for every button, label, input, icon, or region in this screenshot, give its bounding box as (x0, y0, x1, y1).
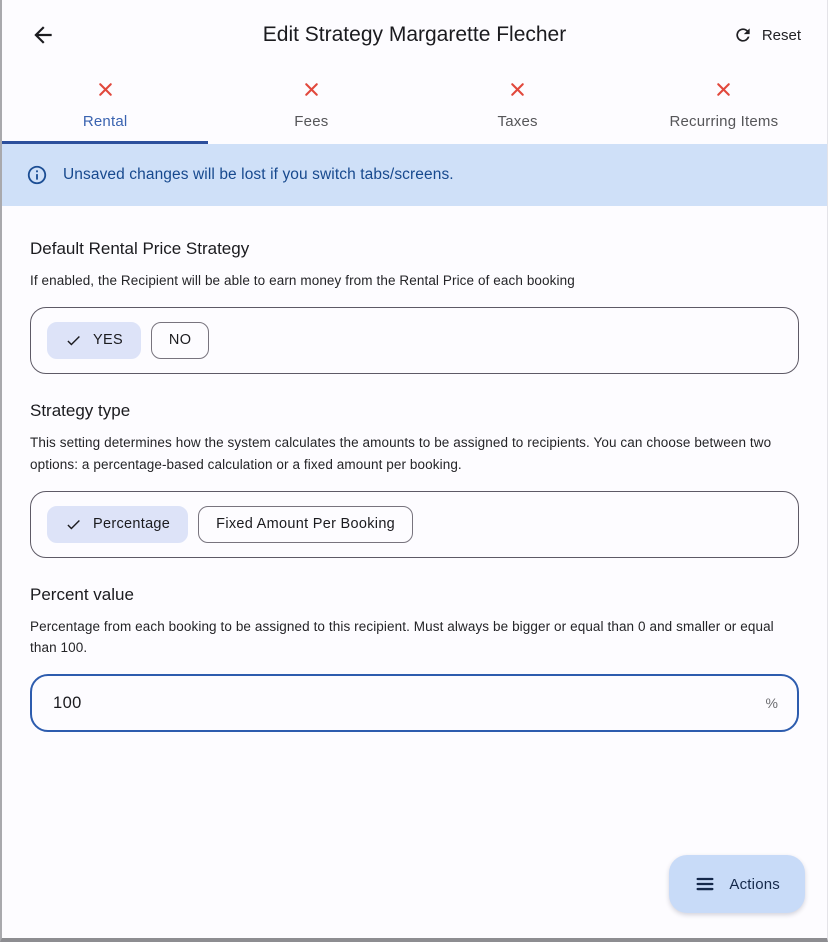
reset-label: Reset (761, 26, 801, 44)
tab-invalid-close-icon (301, 79, 322, 100)
option-yes[interactable] (47, 322, 141, 359)
option-label: NO (168, 332, 192, 349)
option-percentage[interactable] (47, 506, 188, 543)
section-default-rental-price-strategy (30, 239, 799, 374)
tab-label: Rental (82, 113, 128, 130)
section-title: Percent value (30, 584, 134, 604)
unsaved-changes-banner (2, 144, 827, 206)
option-label: Fixed Amount Per Booking (216, 516, 396, 533)
info-icon (26, 164, 48, 186)
option-fixed-amount-per-booking[interactable] (198, 506, 413, 543)
header (2, 4, 827, 66)
page-title: Edit Strategy Margarette Flecher (262, 23, 567, 46)
percent-suffix: % (765, 695, 778, 712)
actions-label: Actions (729, 875, 780, 893)
tab-invalid-close-icon (95, 79, 116, 100)
tab-recurring-items[interactable] (621, 66, 827, 144)
back-button[interactable] (26, 18, 60, 52)
strategy-type-toggle-group (30, 491, 799, 558)
tab-label: Fees (294, 113, 329, 130)
reset-button[interactable] (731, 19, 803, 51)
section-strategy-type (30, 401, 799, 558)
section-description: Percentage from each booking to be assigned to this recipient. Must always be bigger or equal than 0 and smaller or equal than 100. (30, 618, 774, 656)
refresh-icon (733, 25, 753, 45)
option-no[interactable] (151, 322, 209, 359)
tab-bar (2, 66, 827, 144)
percent-value-field (30, 674, 799, 732)
tab-invalid-close-icon (713, 79, 734, 100)
option-label: YES (93, 332, 123, 349)
menu-icon (694, 873, 716, 895)
arrow-back-icon (30, 22, 56, 48)
rental-enabled-toggle-group (30, 307, 799, 374)
tab-label: Recurring Items (669, 113, 779, 130)
section-percent-value (30, 585, 799, 733)
section-description: If enabled, the Recipient will be able to earn money from the Rental Price of each booking (30, 273, 575, 288)
form-content (2, 206, 827, 732)
tab-taxes[interactable] (415, 66, 621, 144)
tab-invalid-close-icon (507, 79, 528, 100)
tab-label: Taxes (497, 113, 538, 130)
actions-button[interactable] (669, 855, 805, 913)
section-title: Strategy type (30, 400, 131, 420)
option-label: Percentage (93, 516, 171, 533)
section-description: This setting determines how the system calculates the amounts to be assigned to recipients. You can choose between two options: a percentage-based calculation or a fixed amount per booking. (30, 434, 772, 472)
banner-text: Unsaved changes will be lost if you switch tabs/screens. (63, 166, 454, 183)
check-icon (65, 516, 82, 533)
check-icon (65, 332, 82, 349)
percent-value-input[interactable] (51, 693, 766, 714)
tab-rental[interactable] (2, 66, 208, 144)
tab-fees[interactable] (208, 66, 414, 144)
section-title: Default Rental Price Strategy (30, 239, 250, 258)
